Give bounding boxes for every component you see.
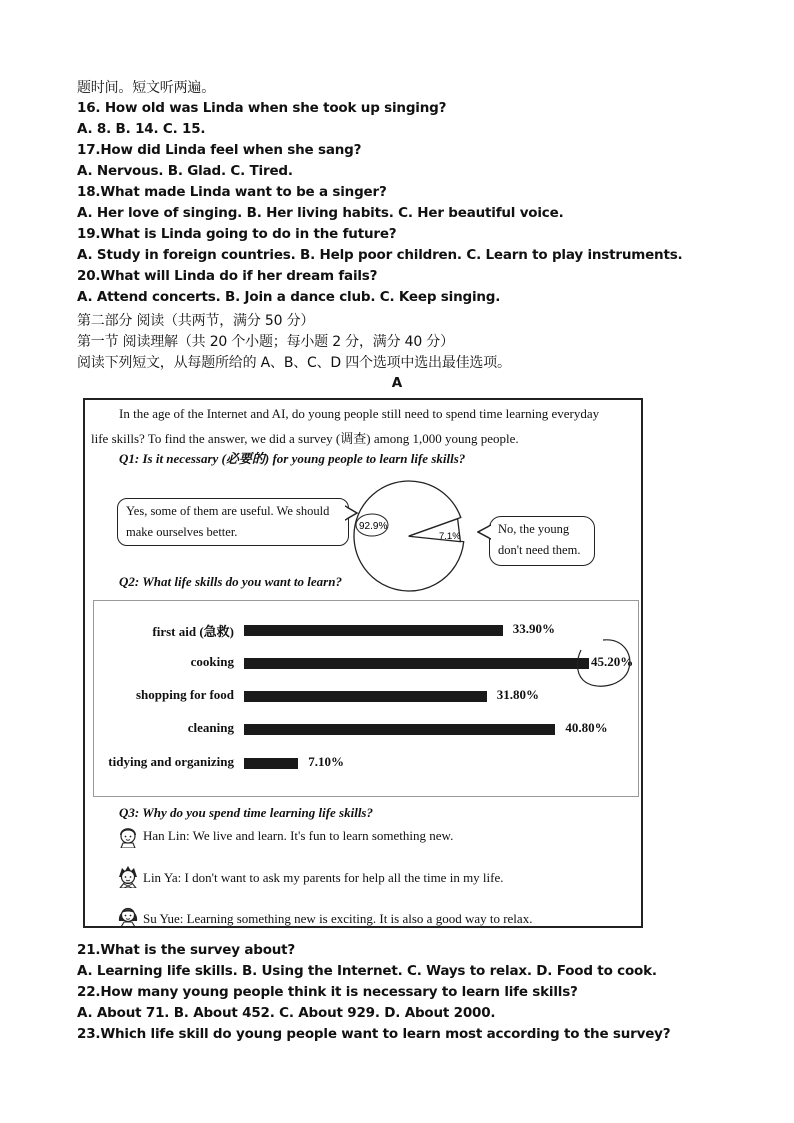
quote-lin-ya: Lin Ya: I don't want to ask my parents for help all the time in my life. bbox=[143, 870, 504, 885]
options-20: A. Attend concerts. B. Join a dance club. C. Keep singing. bbox=[77, 289, 501, 305]
boy-avatar-icon bbox=[117, 824, 139, 848]
bar-category-label: cleaning bbox=[187, 720, 234, 735]
bar bbox=[244, 658, 589, 669]
section-one-heading: 第一节 阅读理解（共 20 个小题；每小题 2 分，满分 40 分） bbox=[77, 334, 454, 350]
q1-title: Q1: Is it necessary (必要的) for young people to learn life skills? bbox=[119, 451, 466, 466]
pie-label-no: 7.1% bbox=[439, 531, 461, 542]
survey-intro-line1: In the age of the Internet and AI, do young people still need to spend time learning everyday bbox=[119, 406, 600, 421]
bar bbox=[244, 691, 487, 702]
bar-category-label: first aid (急救) bbox=[152, 624, 234, 639]
options-19: A. Study in foreign countries. B. Help poor children. C. Learn to play instruments. bbox=[77, 247, 683, 263]
pie-label-yes: 92.9% bbox=[359, 521, 388, 532]
options-17: A. Nervous. B. Glad. C. Tired. bbox=[77, 163, 293, 179]
bar bbox=[244, 724, 555, 735]
reading-instruction: 阅读下列短文，从每题所给的 A、B、C、D 四个选项中选出最佳选项。 bbox=[77, 355, 511, 371]
quote-han-lin: Han Lin: We live and learn. It's fun to learn something new. bbox=[143, 828, 454, 843]
question-21: 21.What is the survey about? bbox=[77, 942, 296, 958]
survey-intro-line2: life skills? To find the answer, we did a survey (调查) among 1,000 young people. bbox=[91, 431, 519, 446]
options-22: A. About 71. B. About 452. C. About 929. D. About 2000. bbox=[77, 1005, 496, 1021]
bar-category-label: tidying and organizing bbox=[108, 754, 234, 769]
options-16: A. 8. B. 14. C. 15. bbox=[77, 121, 206, 137]
no-speech-bubble bbox=[489, 516, 595, 566]
yes-bubble-line1: Yes, some of them are useful. We should bbox=[126, 504, 330, 518]
question-17: 17.How did Linda feel when she sang? bbox=[77, 142, 362, 158]
survey-figure bbox=[83, 398, 643, 928]
no-bubble-line1: No, the young bbox=[498, 522, 570, 536]
no-bubble-line2: don't need them. bbox=[498, 543, 581, 557]
bar-value-label: 31.80% bbox=[496, 687, 539, 702]
question-16: 16. How old was Linda when she took up singing? bbox=[77, 100, 447, 116]
bar-value-label: 40.80% bbox=[565, 720, 608, 735]
question-23: 23.Which life skill do young people want to learn most according to the survey? bbox=[77, 1026, 671, 1042]
options-21: A. Learning life skills. B. Using the Internet. C. Ways to relax. D. Food to cook. bbox=[77, 963, 657, 979]
yes-bubble-line2: make ourselves better. bbox=[126, 525, 238, 539]
quote-su-yue: Su Yue: Learning something new is exciting. It is also a good way to relax. bbox=[143, 911, 533, 926]
hand-drawn-circle-mark bbox=[573, 636, 635, 694]
bar-value-label: 45.20% bbox=[591, 654, 634, 669]
bar-value-label: 33.90% bbox=[512, 621, 555, 636]
bar-category-label: shopping for food bbox=[135, 687, 234, 702]
q3-title: Q3: Why do you spend time learning life skills? bbox=[119, 805, 373, 820]
question-22: 22.How many young people think it is necessary to learn life skills? bbox=[77, 984, 578, 1000]
bar bbox=[244, 625, 503, 636]
question-18: 18.What made Linda want to be a singer? bbox=[77, 184, 387, 200]
no-bubble-tail bbox=[477, 524, 491, 542]
life-skills-bar-chart bbox=[93, 600, 639, 797]
question-20: 20.What will Linda do if her dream fails? bbox=[77, 268, 378, 284]
intro-text: 题时间。短文听两遍。 bbox=[77, 80, 215, 96]
part-two-heading: 第二部分 阅读（共两节，满分 50 分） bbox=[77, 313, 315, 329]
bar-value-label: 7.10% bbox=[308, 754, 344, 769]
question-19: 19.What is Linda going to do in the future? bbox=[77, 226, 397, 242]
options-18: A. Her love of singing. B. Her living habits. C. Her beautiful voice. bbox=[77, 205, 564, 221]
girl-long-hair-avatar-icon bbox=[117, 903, 139, 927]
necessity-pie-chart bbox=[351, 478, 481, 596]
bar bbox=[244, 758, 298, 769]
q2-title: Q2: What life skills do you want to learn? bbox=[119, 574, 342, 589]
passage-label: A bbox=[391, 375, 403, 391]
yes-speech-bubble bbox=[117, 498, 349, 546]
girl-avatar-icon bbox=[117, 864, 139, 888]
bar-category-label: cooking bbox=[190, 654, 234, 669]
